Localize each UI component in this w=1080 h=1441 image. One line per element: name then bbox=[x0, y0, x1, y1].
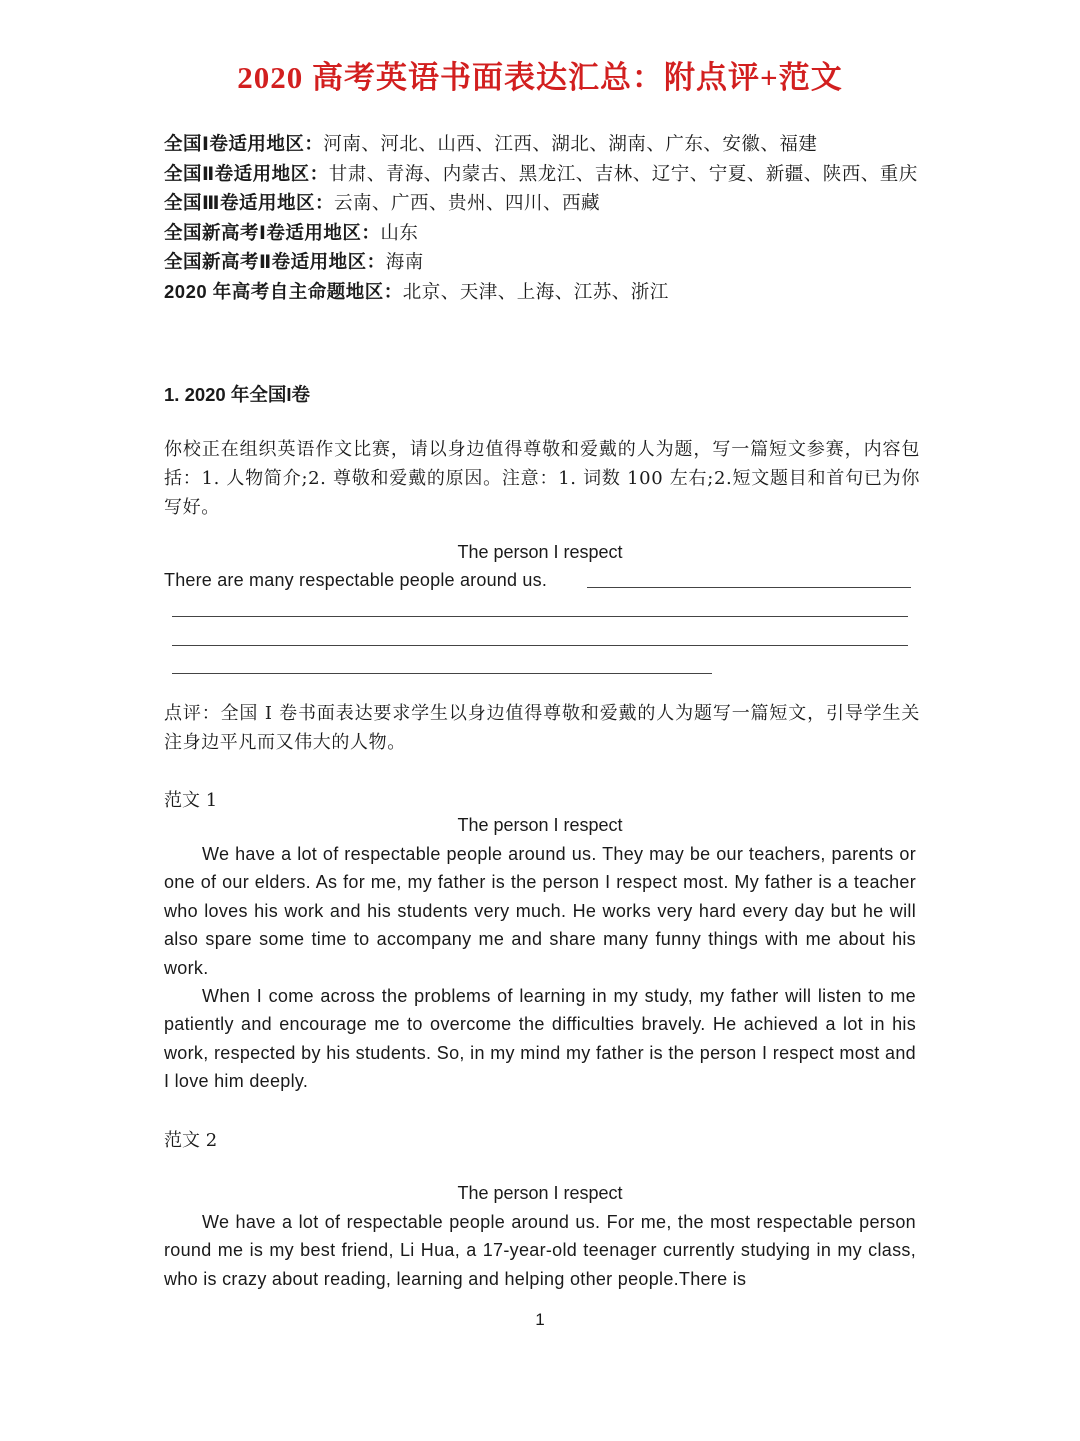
region-label: 全国Ⅲ卷适用地区： bbox=[164, 192, 334, 213]
region-provinces: 北京、天津、上海、江苏、浙江 bbox=[402, 281, 669, 303]
writing-blank-line bbox=[587, 587, 911, 588]
page-number: 1 bbox=[535, 1310, 545, 1329]
region-line bbox=[164, 130, 924, 160]
writing-blank-line bbox=[172, 673, 712, 674]
page-title: 2020 高考英语书面表达汇总：附点评+范文 bbox=[237, 60, 843, 95]
region-label: 2020 年高考自主命题地区： bbox=[164, 280, 403, 302]
region-label: 全国Ⅰ卷适用地区： bbox=[164, 133, 324, 154]
writing-blank-line bbox=[172, 645, 908, 646]
region-label: 全国新高考Ⅱ卷适用地区： bbox=[164, 251, 386, 272]
task-prompt: 你校正在组织英语作文比赛，请以身边值得尊敬和爱戴的人为题，写一篇短文参赛，内容包括：1. 人物简介;2. 尊敬和爱戴的原因。注意：1. 词数 100 左右;2.短文题目和首句已为你写好。 bbox=[164, 439, 920, 518]
writing-blank-line bbox=[172, 616, 908, 617]
region-provinces: 甘肃、青海、内蒙古、黑龙江、吉林、辽宁、宁夏、新疆、陕西、重庆 bbox=[328, 163, 918, 185]
essay-title: The person I respect bbox=[457, 542, 623, 562]
region-provinces: 山东 bbox=[380, 222, 419, 244]
sample-paragraph: We have a lot of respectable people around us. They may be our teachers, parents or one of our elders. As for me, my father is the person I respect most. My father is a teacher who loves his work and his students very much. He works very hard every day but he will also spare some time to accompany me and share many funny things with me about his work. bbox=[164, 844, 916, 978]
region-line bbox=[164, 278, 924, 308]
region-label: 全国新高考Ⅰ卷适用地区： bbox=[164, 221, 381, 243]
sample-title: The person I respect bbox=[457, 1183, 623, 1203]
region-provinces: 云南、广西、贵州、四川、西藏 bbox=[334, 193, 601, 214]
sample-paragraph: When I come across the problems of learning in my study, my father will listen to me patiently and encourage me to overcome the difficulties bravely. He achieved a lot in his work, respected by his students. So, in my mind my father is the person I respect most and I love him deeply. bbox=[164, 986, 916, 1092]
region-line bbox=[164, 219, 924, 249]
sample-title: The person I respect bbox=[457, 815, 623, 835]
region-line bbox=[164, 160, 924, 190]
sample-label: 范文 2 bbox=[164, 1130, 218, 1151]
section-heading: 1. 2020 年全国I卷 bbox=[164, 384, 311, 405]
region-line bbox=[164, 189, 924, 219]
sample-label: 范文 1 bbox=[164, 790, 218, 811]
region-list bbox=[164, 130, 924, 307]
region-label: 全国Ⅱ卷适用地区： bbox=[164, 162, 329, 184]
region-line bbox=[164, 248, 924, 278]
sample-paragraph: We have a lot of respectable people around us. For me, the most respectable person round me is my best friend, Li Hua, a 17-year-old teenager currently studying in my class, who is crazy about reading, learning and helping other people.There is bbox=[164, 1212, 916, 1289]
region-provinces: 海南 bbox=[385, 252, 424, 273]
region-provinces: 河南、河北、山西、江西、湖北、湖南、广东、安徽、福建 bbox=[323, 134, 818, 155]
first-sentence: There are many respectable people around us. bbox=[164, 570, 548, 590]
comment: 点评：全国 I 卷书面表达要求学生以身边值得尊敬和爱戴的人为题写一篇短文，引导学生关注身边平凡而又伟大的人物。 bbox=[164, 703, 920, 753]
